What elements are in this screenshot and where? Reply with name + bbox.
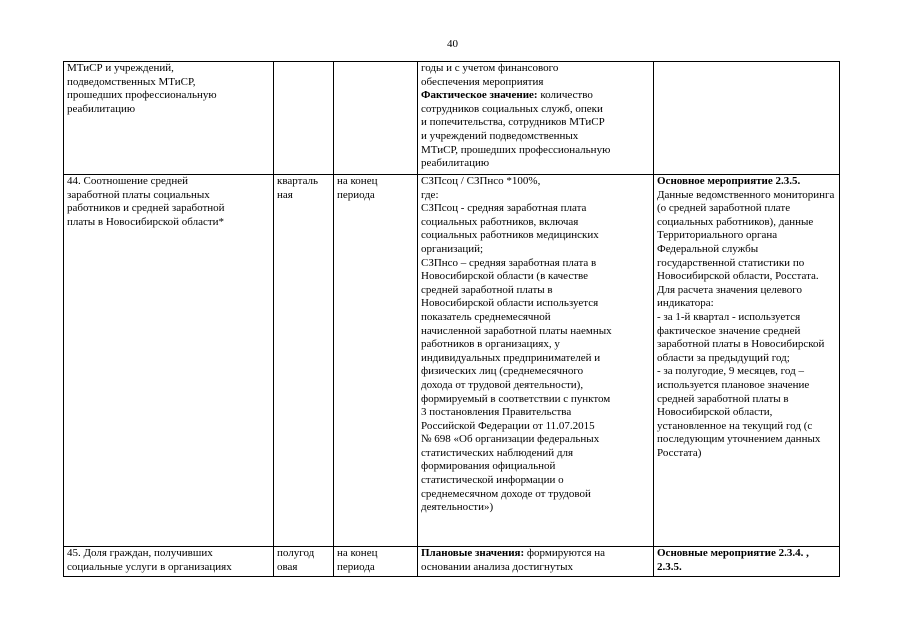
line-text: сотрудников социальных служб, опеки: [421, 102, 603, 115]
indicators-table: [63, 61, 840, 577]
cell-line: [421, 501, 650, 515]
line-text: области за предыдущий год;: [657, 351, 790, 364]
cell-line: [657, 243, 836, 257]
cell-line: [421, 243, 650, 257]
line-text: средней заработной платы в: [657, 392, 789, 405]
line-text: индикатора:: [657, 297, 714, 310]
cell-line: [657, 561, 836, 575]
line-text: заработной платы в Новосибирской: [657, 338, 825, 351]
cell-line: [657, 352, 836, 366]
line-text: СЗПсоц / СЗПнсо *100%,: [421, 175, 541, 187]
cell-line: 44. Соотношение средней: [67, 175, 189, 187]
table-row: [64, 62, 840, 175]
line-text: Новосибирской области (в качестве: [421, 270, 589, 283]
line-text: Новосибирской области используется: [421, 297, 599, 310]
indicator-cell: [64, 62, 274, 175]
cell-line: [421, 325, 650, 339]
line-text: социальных работников), данные: [657, 215, 814, 228]
line-text: 3 постановления Правительства: [421, 406, 572, 419]
cell-line: работников и средней заработной: [67, 202, 225, 215]
line-text: и учреждений подведомственных: [421, 129, 579, 142]
table-row: [64, 547, 840, 577]
cell-line: [657, 311, 836, 325]
cell-line: [657, 270, 836, 284]
cell-line: реабилитацию: [67, 102, 136, 115]
periodicity-cell: [274, 547, 334, 577]
cell-line: 45. Доля граждан, получивших: [67, 547, 213, 559]
cell-line: платы в Новосибирской области*: [67, 215, 225, 228]
bold-text: Плановые значения:: [421, 547, 525, 559]
line-text: социальных работников медицинских: [421, 229, 599, 242]
line-text: (о средней заработной плате: [657, 202, 791, 215]
line-text: статистических наблюдений для: [421, 446, 574, 459]
cell-line: [421, 270, 650, 284]
cell-line: [421, 420, 650, 434]
cell-line: [421, 338, 650, 352]
line-text: установленное на текущий год (с: [657, 419, 813, 432]
cell-line: [657, 447, 836, 461]
page-number: 40: [447, 38, 458, 50]
cell-line: МТиСР и учреждений,: [67, 62, 174, 74]
indicator-cell: [64, 175, 274, 547]
line-text: - за полугодие, 9 месяцев, год –: [657, 365, 804, 378]
cell-line: [657, 547, 836, 561]
line-text: формируются на: [524, 547, 606, 559]
line-text: статистической информации о: [421, 474, 564, 487]
cell-line: [421, 406, 650, 420]
line-text: деятельности»): [421, 501, 494, 514]
cell-line: [421, 547, 650, 561]
line-text: среднемесячном доходе от трудовой: [421, 487, 591, 500]
cell-line: [657, 325, 836, 339]
bold-text: 2.3.5.: [657, 560, 682, 573]
cell-line: [421, 202, 650, 216]
cell-line: заработной платы социальных: [67, 188, 210, 201]
line-text: реабилитацию: [421, 157, 490, 170]
line-text: формирования официальной: [421, 460, 556, 473]
source-cell: [654, 547, 840, 577]
method-cell: [418, 547, 654, 577]
cell-line: подведомственных МТиСР,: [67, 75, 196, 88]
line-text: МТиСР, прошедших профессиональную: [421, 143, 611, 156]
cell-line: [421, 474, 650, 488]
period-cell: [334, 175, 418, 547]
cell-line: [421, 297, 650, 311]
line-text: социальных работников, включая: [421, 215, 579, 228]
cell-line: [657, 216, 836, 230]
cell-line: [657, 393, 836, 407]
cell-line: периода: [337, 188, 375, 201]
cell-line: [421, 189, 650, 203]
cell-line: [421, 130, 650, 144]
cell-line: [657, 175, 836, 189]
cell-line: [657, 406, 836, 420]
cell-line: [657, 420, 836, 434]
cell-line: [421, 89, 650, 103]
line-text: последующим уточнением данных: [657, 433, 821, 446]
line-text: организаций;: [421, 242, 484, 255]
cell-line: [421, 216, 650, 230]
cell-line: [657, 297, 836, 311]
line-text: Федеральной службы: [657, 242, 759, 255]
line-text: формируемый в соответствии с пунктом: [421, 392, 611, 405]
cell-line: [421, 157, 650, 171]
cell-line: [421, 365, 650, 379]
cell-line: периода: [337, 560, 375, 573]
cell-line: на конец: [337, 175, 378, 187]
bold-text: Основные мероприятие 2.3.4. ,: [657, 547, 809, 559]
line-text: работников в организациях, у: [421, 338, 560, 351]
cell-line: полугод: [277, 547, 315, 559]
line-text: физических лиц (среднемесячного: [421, 365, 584, 378]
cell-line: [421, 76, 650, 90]
method-cell: [418, 175, 654, 547]
cell-line: [657, 379, 836, 393]
cell-line: [421, 393, 650, 407]
cell-line: [421, 144, 650, 158]
line-text: - за 1-й квартал - используется: [657, 310, 801, 323]
line-text: средней заработной платы в: [421, 283, 553, 296]
indicator-cell: [64, 547, 274, 577]
cell-line: [421, 447, 650, 461]
periodicity-cell: [274, 175, 334, 547]
line-text: Росстата): [657, 446, 702, 459]
line-text: Для расчета значения целевого: [657, 283, 803, 296]
cell-line: [657, 433, 836, 447]
line-text: начисленной заработной платы наемных: [421, 324, 612, 337]
line-text: используется плановое значение: [657, 378, 810, 391]
line-text: где:: [421, 188, 439, 201]
line-text: фактическое значение средней: [657, 324, 801, 337]
cell-line: кварталь: [277, 175, 319, 187]
bold-text: Основное мероприятие 2.3.5.: [657, 175, 801, 187]
cell-line: [421, 311, 650, 325]
method-cell: [418, 62, 654, 175]
cell-line: [421, 488, 650, 502]
line-text: Новосибирской области,: [657, 406, 773, 419]
line-text: Новосибирской области, Росстата.: [657, 270, 819, 283]
cell-line: на конец: [337, 547, 378, 559]
bold-text: Фактическое значение:: [421, 89, 538, 102]
line-text: обеспечения мероприятия: [421, 75, 544, 88]
line-text: и попечительства, сотрудников МТиСР: [421, 116, 605, 129]
cell-line: [421, 175, 650, 189]
line-text: индивидуальных предпринимателей и: [421, 351, 601, 364]
cell-line: [657, 202, 836, 216]
line-text: показатель среднемесячной: [421, 310, 551, 323]
cell-line: [657, 365, 836, 379]
line-text: годы и с учетом финансового: [421, 62, 559, 74]
table-row: [64, 175, 840, 547]
line-text: СЗПсоц - средняя заработная плата: [421, 202, 587, 215]
line-text: основании анализа достигнутых: [421, 560, 574, 573]
cell-line: [657, 338, 836, 352]
line-text: СЗПнсо – средняя заработная плата в: [421, 256, 597, 269]
cell-line: [421, 352, 650, 366]
line-text: Данные ведомственного мониторинга: [657, 188, 835, 201]
cell-line: [421, 379, 650, 393]
cell-line: [657, 284, 836, 298]
cell-line: [657, 229, 836, 243]
period-cell: [334, 547, 418, 577]
source-cell: [654, 175, 840, 547]
line-text: дохода от трудовой деятельности),: [421, 378, 584, 391]
source-cell: [654, 62, 840, 175]
cell-line: [421, 62, 650, 76]
line-text: государственной статистики по: [657, 256, 805, 269]
line-text: количество: [537, 89, 593, 102]
cell-line: овая: [277, 560, 298, 573]
period-cell: [334, 62, 418, 175]
cell-line: [421, 284, 650, 298]
line-text: Территориального органа: [657, 229, 778, 242]
line-text: Российской Федерации от 11.07.2015: [421, 419, 595, 432]
cell-line: [421, 561, 650, 575]
cell-line: [657, 257, 836, 271]
cell-line: [421, 460, 650, 474]
line-text: № 698 «Об организации федеральных: [421, 433, 600, 446]
cell-line: [421, 116, 650, 130]
cell-line: [657, 189, 836, 203]
cell-line: ная: [277, 188, 293, 201]
cell-line: социальные услуги в организациях: [67, 560, 232, 573]
cell-line: [421, 257, 650, 271]
cell-line: [421, 433, 650, 447]
cell-line: [421, 229, 650, 243]
cell-line: прошедших профессиональную: [67, 89, 217, 102]
cell-line: [421, 103, 650, 117]
periodicity-cell: [274, 62, 334, 175]
